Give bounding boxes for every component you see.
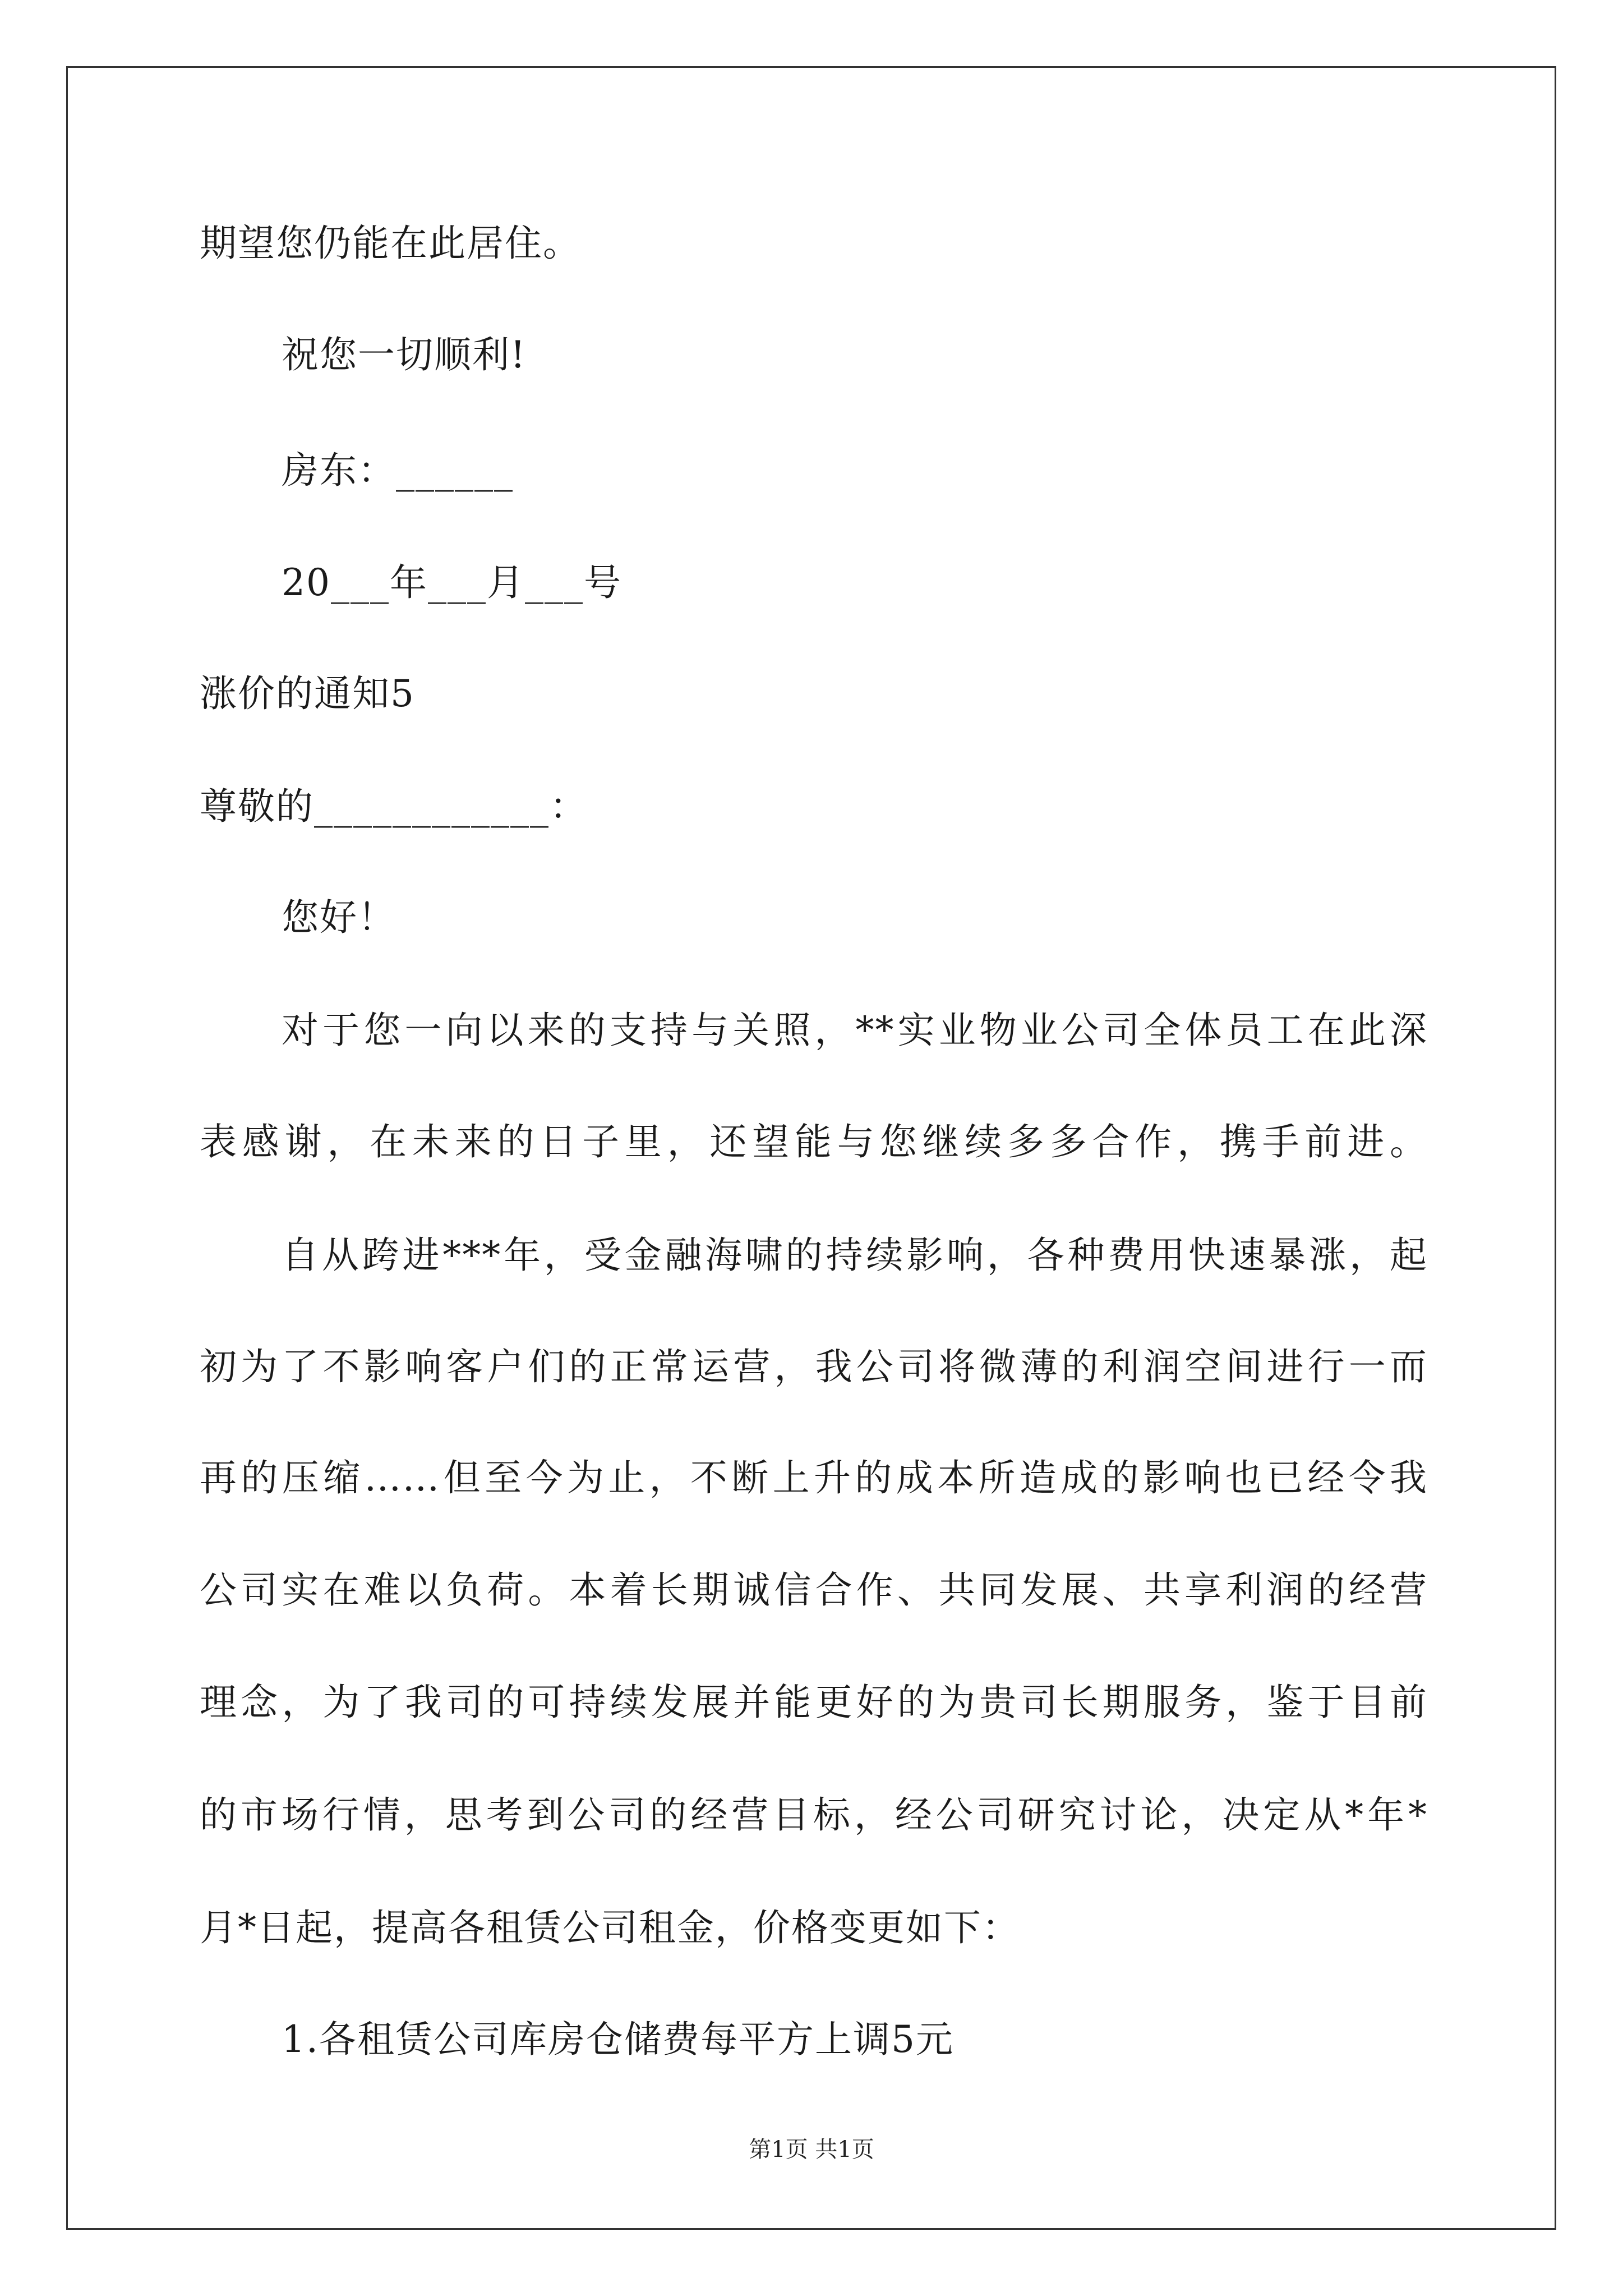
paragraph-2-line-6: 的市场行情，思考到公司的经营目标，经公司研究讨论，决定从*年* <box>200 1793 1428 1837</box>
wishes-line: 祝您一切顺利! <box>282 333 527 376</box>
paragraph-2-line-2: 初为了不影响客户们的正常运营，我公司将微薄的利润空间进行一而 <box>200 1345 1428 1388</box>
paragraph-2-line-1: 自从跨进***年，受金融海啸的持续影响，各种费用快速暴涨，起 <box>282 1234 1428 1277</box>
price-change-item-1: 1.各租赁公司库房仓储费每平方上调5元 <box>282 2018 954 2061</box>
page-number-footer: 第1页 共1页 <box>749 2137 874 2162</box>
salutation-line: 尊敬的____________： <box>200 785 588 828</box>
date-line: 20___年___月___号 <box>282 561 622 604</box>
paragraph-2-line-3: 再的压缩……但至今为止，不断上升的成本所造成的影响也已经令我 <box>200 1456 1428 1499</box>
paragraph-1-line-2: 表感谢，在未来的日子里，还望能与您继续多多合作，携手前进。 <box>200 1120 1428 1163</box>
paragraph-1-line-1: 对于您一向以来的支持与关照，**实业物业公司全体员工在此深 <box>282 1009 1428 1052</box>
notice-title: 涨价的通知5 <box>200 672 415 715</box>
landlord-signature-line: 房东：______ <box>282 449 514 492</box>
paragraph-2-line-5: 理念，为了我司的可持续发展并能更好的为贵司长期服务，鉴于目前 <box>200 1681 1428 1724</box>
greeting-line: 您好！ <box>282 896 396 939</box>
paragraph-2-line-7: 月*日起，提高各租赁公司租金，价格变更如下： <box>200 1906 1020 1949</box>
closing-line: 期望您仍能在此居住。 <box>200 222 581 265</box>
paragraph-2-line-4: 公司实在难以负荷。本着长期诚信合作、共同发展、共享利润的经营 <box>200 1568 1428 1612</box>
